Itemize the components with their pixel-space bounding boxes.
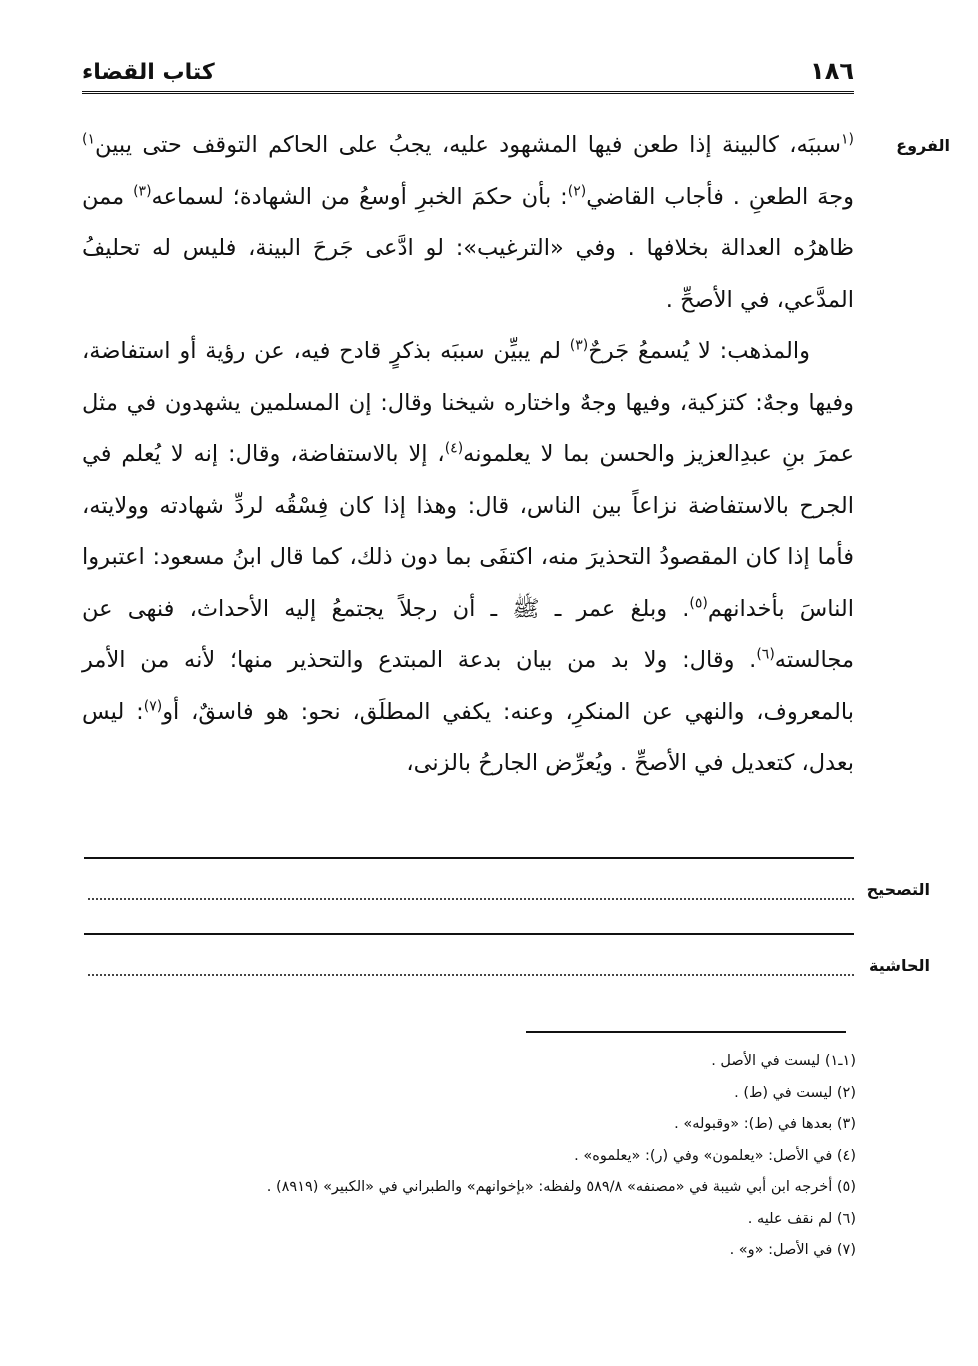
footnote: (٦) لم نقف عليه .	[747, 1210, 856, 1227]
footnote-ref: (١	[841, 131, 854, 148]
footnote-separator	[526, 1031, 846, 1033]
footnote: (٧) في الأصل: «و» .	[729, 1242, 856, 1258]
footnote: (٢) ليست في (ط) .	[734, 1084, 856, 1101]
margin-source-label: الفروع	[896, 136, 950, 155]
footnote-ref: (٣)	[133, 183, 152, 199]
page-header	[82, 58, 854, 94]
footnote-ref: (٤)	[444, 440, 464, 457]
text-run: لم يبيِّن سببَه بذكرٍ قادح فيه، عن رؤية أو استفاضة، وفيها وجهٌ: كتزكية، وفيها وجهٌ واختاره شيخنا وقال: إن المسلمين يشهدون في مثل عمرَ بنِ عبدِالعزيز والحسن بما لا يعلمونه	[82, 338, 854, 467]
page-number: ١٨٦	[810, 57, 854, 85]
text-run: : بأن حكمَ الخبرِ أوسعُ من الشهادة؛ لسماعه	[151, 183, 568, 210]
main-text	[82, 120, 854, 790]
text-run: ، إلا بالاستفاضة، وقال: إنه لا يُعلم في الجرح بالاستفاضة نزاعاً بين الناس، قال: وهذا إذا كان فِسْقُه لردِّ شهادته وولايته، فأما إذا كان المقصودُ التحذيرَ منه، اكتفَى بما دون ذلك، كما قال ابنُ مسعود: اعتبروا الناسَ بأخدانهم	[82, 441, 854, 622]
footnote-ref: (٧)	[143, 698, 163, 714]
footnote: (٤) في الأصل: «يعلمون» وفي (ر): «يعلموه» .	[574, 1147, 856, 1164]
text-run: : ليس بعدل، كتعديل في الأصحِّ . ويُعرِّض الجارحُ بالزنى،	[82, 698, 854, 776]
footnote: (٥) أخرجه ابن أبي شيبة في «مصنفه» ٥٨٩/٨ ولفظه: «بإخوانهم» والطبراني في «الكبير» (٨٩١٩) .	[266, 1179, 856, 1195]
footnote-ref: (٢)	[567, 183, 587, 199]
correction-top-rule	[84, 857, 854, 859]
footnote-ref: ١)	[82, 131, 95, 148]
note-label: الحاشية	[869, 956, 930, 975]
note-top-rule	[84, 933, 854, 935]
footnotes	[150, 1046, 856, 1267]
paragraph-2	[82, 326, 854, 790]
paragraph-1	[82, 120, 854, 326]
text-run: . وقال: ولا بد من بيان بدعة المبتدع والتحذير منها؛ لأنه من الأمر بالمعروف، والنهي عن المنكرِ، وعنه: يكفي المطلَق، نحو: هو فاسقٌ، أو	[82, 647, 854, 725]
footnote: (٣) بعدها في (ط): «وقبوله» .	[674, 1116, 856, 1132]
text-run: ممن ظاهرُه العدالة بخلافها . وفي «الترغيب»: لو ادَّعى جَرحَ البينة، فليس له تحليفُ المدَّعي، في الأصحِّ .	[82, 183, 854, 313]
correction-label: التصحيح	[866, 880, 930, 899]
text-run: وجهَ الطعنِ . فأجاب القاضي	[586, 183, 855, 210]
footnote: (١ـ١) ليست في الأصل .	[711, 1053, 856, 1069]
text-run: والمذهب: لا يُسمعُ جَرحٌ	[588, 338, 810, 364]
footnote-ref: (٦)	[756, 646, 775, 663]
running-title: كتاب القضاء	[82, 60, 215, 85]
text-run: . وبلغ عمر ـ ﷺ ـ أن رجلاً يجتمعُ إليه الأحداث، فنهى عن مجالسته	[82, 595, 854, 673]
footnote-ref: (٥)	[689, 595, 708, 611]
footnote-ref: (٣)	[569, 337, 589, 354]
text-run: سببَه، كالبينة إذا طعن فيها المشهود عليه، يجبُ على الحاكم التوقف حتى يبين	[95, 132, 841, 158]
correction-dotted-line	[88, 898, 854, 900]
note-dotted-line	[88, 974, 854, 976]
